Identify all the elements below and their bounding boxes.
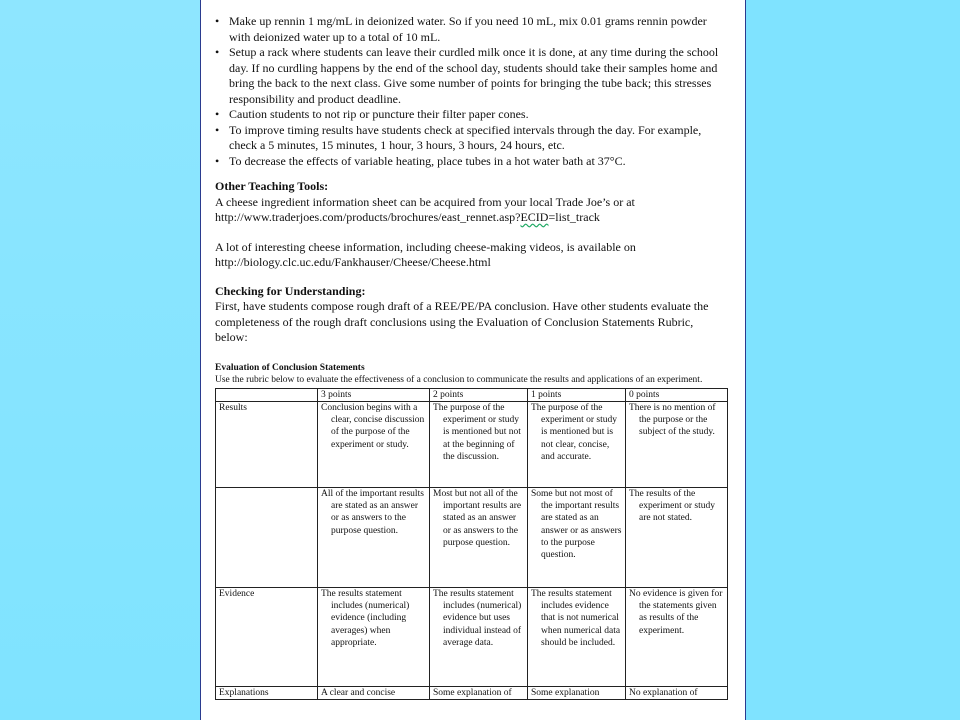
paragraph-text: A cheese ingredient information sheet can be acquired from your local Trade Joe’s or at	[215, 194, 635, 209]
understanding-paragraph: First, have students compose rough draft of a REE/PE/PA conclusion. Have other students evaluate the completeness of the rough draft conclusions using the Evaluation of Conclusion Statements Rubric, below:	[215, 299, 709, 344]
rubric-row-label: Results	[216, 401, 318, 487]
rubric-row-label	[216, 487, 318, 587]
rubric-cell: The results statement includes (numerical) evidence (including averages) when appropriate.	[318, 587, 430, 686]
rubric-cell: The results of the experiment or study are not stated.	[626, 487, 728, 587]
rubric-cell: The purpose of the experiment or study is mentioned but is not clear, concise, and accurate.	[528, 401, 626, 487]
rubric-cell: Some but not most of the important results are stated as an answer or as answers to the purpose question.	[528, 487, 626, 587]
rubric-cell: No explanation of	[626, 686, 728, 699]
rubric-instructions: Use the rubric below to evaluate the effectiveness of a conclusion to communicate the results and applications of an experiment.	[215, 374, 703, 385]
rubric-cell: Conclusion begins with a clear, concise discussion of the purpose of the experiment or study.	[318, 401, 430, 487]
rubric-header-row	[216, 388, 728, 401]
rubric-cell: A clear and concise	[318, 686, 430, 699]
teaching-tools-heading: Other Teaching Tools:	[215, 179, 329, 193]
rubric-header-cell: 2 points	[430, 388, 528, 401]
document-page	[200, 0, 746, 720]
rubric-header-cell	[216, 388, 318, 401]
cheese-info-url[interactable]: http://biology.clc.uc.edu/Fankhauser/Cheese/Cheese.html	[215, 255, 491, 269]
bullet-item: • To improve timing results have students check at specified intervals through the day. For example, check a 5 minutes, 15 minutes, 1 hour, 3 hours, 3 hours, 24 hours, etc.	[215, 123, 725, 154]
rubric-row-evidence	[216, 587, 728, 686]
rubric-header-cell: 3 points	[318, 388, 430, 401]
bullet-item: • To decrease the effects of variable heating, place tubes in a hot water bath at 37°C.	[215, 154, 725, 170]
traderjoes-url[interactable]: http://www.traderjoes.com/products/brochures/east_rennet.asp?ECID=list_track	[215, 210, 600, 224]
rubric-row-label: Explanations	[216, 686, 318, 699]
tips-bullet-list	[215, 14, 725, 169]
right-background-panel	[746, 0, 960, 720]
rubric-cell: The purpose of the experiment or study is mentioned but not at the beginning of the discussion.	[430, 401, 528, 487]
rubric-header-cell: 1 points	[528, 388, 626, 401]
bullet-item: • Make up rennin 1 mg/mL in deionized water. So if you need 10 mL, mix 0.01 grams rennin powder with deionized water up to a total of 10 mL.	[215, 14, 725, 45]
rubric-cell: The results statement includes (numerical) evidence but uses individual instead of average data.	[430, 587, 528, 686]
rubric-row-results-2	[216, 487, 728, 587]
rubric-cell: All of the important results are stated as an answer or as answers to the purpose question.	[318, 487, 430, 587]
rubric-cell: Some explanation	[528, 686, 626, 699]
bullet-item: • Setup a rack where students can leave their curdled milk once it is done, at any time during the school day. If no curdling happens by the end of the school day, students should take their samples home and bring the back to the next class. Give some number of points for bringing the tube back; this stresses responsibility and product deadline.	[215, 45, 725, 107]
rubric-title: Evaluation of Conclusion Statements	[215, 362, 365, 373]
teaching-tools-paragraph-1	[215, 195, 725, 226]
understanding-heading: Checking for Understanding:	[215, 283, 366, 298]
rubric-row-results	[216, 401, 728, 487]
rubric-cell: Most but not all of the important results are stated as an answer or as answers to the purpose question.	[430, 487, 528, 587]
paragraph-text: A lot of interesting cheese information, including cheese-making videos, is available on	[215, 239, 636, 254]
rubric-cell: The results statement includes evidence that is not numerical when numerical data should be included.	[528, 587, 626, 686]
left-background-panel	[0, 0, 200, 720]
rubric-row-label: Evidence	[216, 587, 318, 686]
bullet-item: • Caution students to not rip or puncture their filter paper cones.	[215, 107, 725, 123]
rubric-cell: Some explanation of	[430, 686, 528, 699]
teaching-tools-paragraph-2	[215, 240, 725, 271]
rubric-header-cell: 0 points	[626, 388, 728, 401]
rubric-row-explanations	[216, 686, 728, 699]
rubric-cell: No evidence is given for the statements given as results of the experiment.	[626, 587, 728, 686]
rubric-cell: There is no mention of the purpose or the subject of the study.	[626, 401, 728, 487]
rubric-table	[215, 388, 728, 701]
document-content	[215, 14, 725, 700]
